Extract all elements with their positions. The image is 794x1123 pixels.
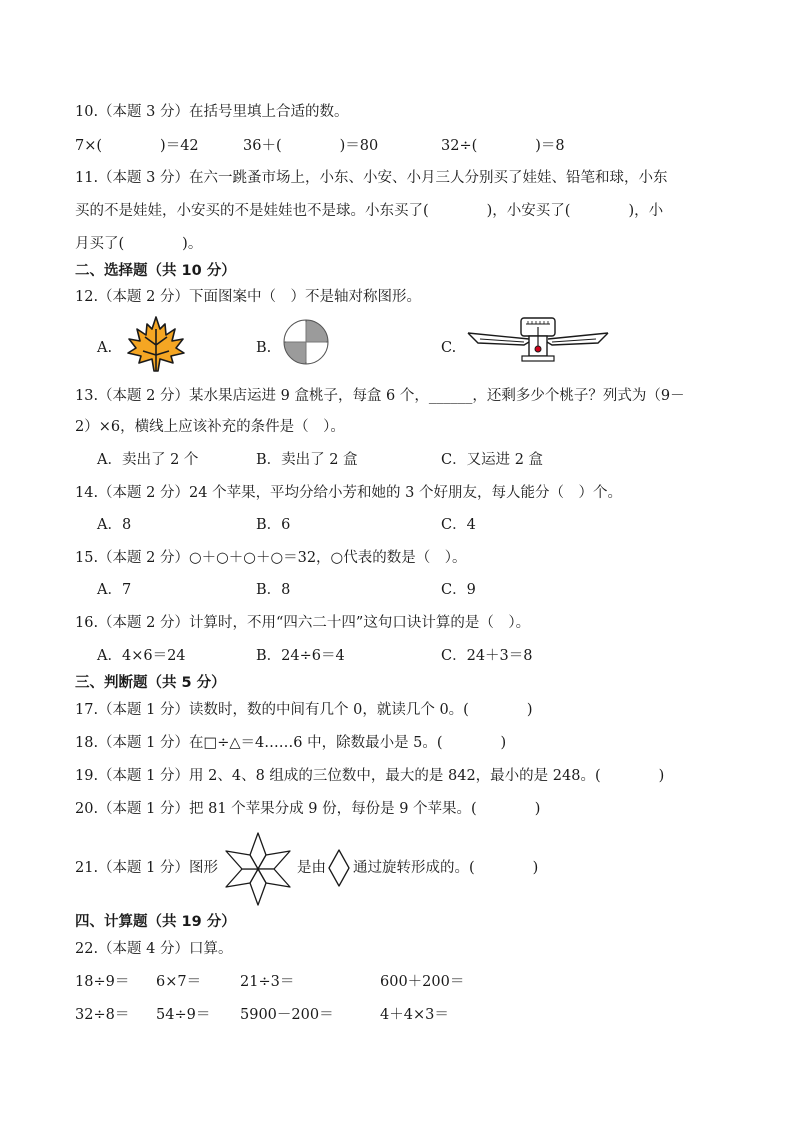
q13-line-1: 13.（本题 2 分）某水果店运进 9 盒桃子，每盒 6 个，______，还剩多少个桃子？列式为（9－ xyxy=(75,388,685,404)
q14-text: 14.（本题 2 分）24 个苹果，平均分给小芳和她的 3 个好朋友，每人能分（ ）个。 xyxy=(75,485,623,501)
q22-row2-item-1: 32÷8＝ xyxy=(75,1007,130,1023)
q10-text: 10.（本题 3 分）在括号里填上合适的数。 xyxy=(75,104,349,120)
q12-text: 12.（本题 2 分）下面图案中（ ）不是轴对称图形。 xyxy=(75,289,422,305)
q12-option-b-label: B. xyxy=(256,340,272,356)
pinwheel-icon xyxy=(282,318,330,366)
q16-option-a: A．4×6＝24 xyxy=(97,648,186,664)
q16-option-c: C．24＋3＝8 xyxy=(441,648,533,664)
q21-prefix: 21.（本题 1 分）图形 xyxy=(75,860,219,876)
q22-row1-item-2: 6×7＝ xyxy=(156,974,202,990)
q22-row2-item-2: 54÷9＝ xyxy=(156,1007,211,1023)
q22-row2-item-4: 4＋4×3＝ xyxy=(380,1007,449,1023)
q11-line-3: 月买了( )。 xyxy=(75,236,203,252)
q12-option-a-label: A. xyxy=(97,340,113,356)
star-rhombus-icon xyxy=(222,829,294,909)
q13-option-b: B．卖出了 2 盒 xyxy=(256,452,358,468)
q22-row1-item-1: 18÷9＝ xyxy=(75,974,130,990)
q22-row1-item-3: 21÷3＝ xyxy=(240,974,295,990)
q22-row2-item-3: 5900－200＝ xyxy=(240,1007,334,1023)
q18-text: 18.（本题 1 分）在□÷△＝4……6 中，除数最小是 5。( ) xyxy=(75,735,507,751)
q20-text: 20.（本题 1 分）把 81 个苹果分成 9 份，每份是 9 个苹果。( ) xyxy=(75,801,541,817)
q22-row1-item-4: 600＋200＝ xyxy=(380,974,465,990)
section-3-heading: 三、判断题（共 5 分） xyxy=(75,675,226,691)
q21-suffix: 通过旋转形成的。( ) xyxy=(353,860,539,876)
q14-option-b: B．6 xyxy=(256,517,291,533)
q14-option-c: C．4 xyxy=(441,517,476,533)
q15-text: 15.（本题 2 分）○＋○＋○＋○＝32，○代表的数是（ ）。 xyxy=(75,550,467,566)
q13-line-2: 2）×6，横线上应该补充的条件是（ ）。 xyxy=(75,419,345,435)
q17-text: 17.（本题 1 分）读数时，数的中间有几个 0，就读几个 0。( ) xyxy=(75,702,533,718)
q12-option-c-label: C. xyxy=(441,340,457,356)
q13-option-a: A．卖出了 2 个 xyxy=(97,452,199,468)
q10-item-2: 36＋( )＝80 xyxy=(243,138,379,154)
q21-middle: 是由 xyxy=(297,860,326,876)
maple-leaf-icon xyxy=(125,315,187,373)
q15-option-b: B．8 xyxy=(256,582,291,598)
q15-option-a: A．7 xyxy=(97,582,132,598)
q11-line-2: 买的不是娃娃，小安买的不是娃娃也不是球。小东买了( )，小安买了( )，小 xyxy=(75,203,664,219)
q14-option-a: A．8 xyxy=(97,517,132,533)
q10-item-1: 7×( )＝42 xyxy=(75,138,199,154)
q10-item-3: 32÷( )＝8 xyxy=(441,138,565,154)
q19-text: 19.（本题 1 分）用 2、4、8 组成的三位数中，最大的是 842，最小的是 248。( ) xyxy=(75,768,665,784)
section-2-heading: 二、选择题（共 10 分） xyxy=(75,263,236,279)
q15-option-c: C．9 xyxy=(441,582,476,598)
q22-text: 22.（本题 4 分）口算。 xyxy=(75,941,233,957)
rhombus-icon xyxy=(327,848,351,888)
q16-option-b: B．24÷6＝4 xyxy=(256,648,345,664)
section-4-heading: 四、计算题（共 19 分） xyxy=(75,914,236,930)
q16-text: 16.（本题 2 分）计算时，不用“四六二十四”这句口诀计算的是（ ）。 xyxy=(75,615,531,631)
q13-option-c: C．又运进 2 盒 xyxy=(441,452,544,468)
balance-scale-icon xyxy=(466,315,610,365)
q11-line-1: 11.（本题 3 分）在六一跳蚤市场上，小东、小安、小月三人分别买了娃娃、铅笔和球，小东 xyxy=(75,170,668,186)
